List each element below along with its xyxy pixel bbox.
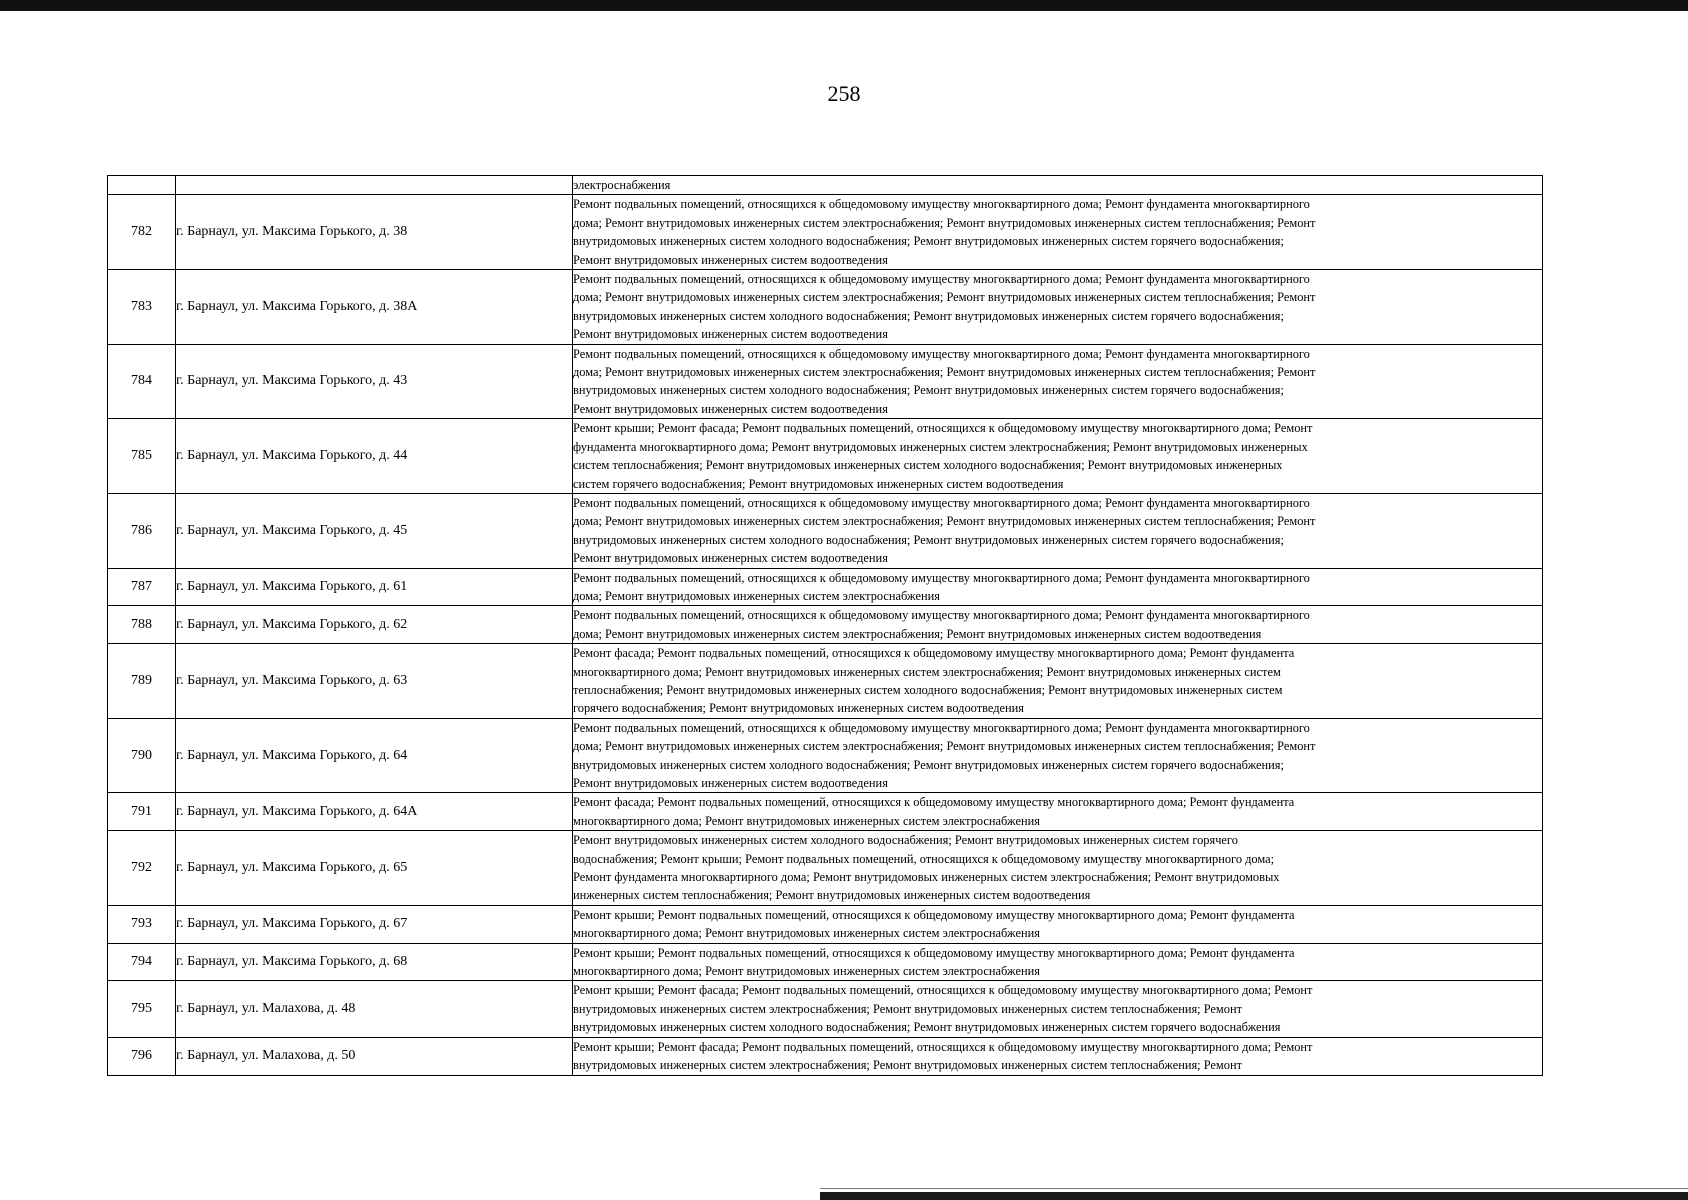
table-row	[108, 344, 1543, 419]
table-row	[108, 943, 1543, 981]
row-number: 785	[108, 419, 176, 494]
table-row	[108, 1037, 1543, 1075]
row-address: г. Барнаул, ул. Максима Горького, д. 62	[176, 606, 573, 644]
row-number: 792	[108, 831, 176, 906]
page-number: 258	[827, 81, 861, 106]
table-row	[108, 568, 1543, 606]
row-number: 786	[108, 493, 176, 568]
row-number: 783	[108, 270, 176, 345]
row-number: 787	[108, 568, 176, 606]
row-works: Ремонт подвальных помещений, относящихся к общедомовому имуществу многоквартирного дома; Ремонт фундамента многоквартирного дома; Ремонт внутридомовых инженерных систем электроснабжения; Ремонт внутридомовых инженерных систем теплоснабжения; Ремонт внутридомовых инженерных систем холодного водоснабжения; Ремонт внутридомовых инженерных систем горячего водоснабжения; Ремонт внутридомовых инженерных систем водоотведения	[573, 270, 1543, 345]
row-works: Ремонт крыши; Ремонт подвальных помещений, относящихся к общедомовому имуществу многоквартирного дома; Ремонт фундамента многоквартирного дома; Ремонт внутридомовых инженерных систем электроснабжения	[573, 943, 1543, 981]
scan-top-edge	[0, 0, 1688, 11]
row-address: г. Барнаул, ул. Максима Горького, д. 38А	[176, 270, 573, 345]
row-address	[176, 176, 573, 195]
row-works: Ремонт фасада; Ремонт подвальных помещений, относящихся к общедомовому имуществу многоквартирного дома; Ремонт фундамента многоквартирного дома; Ремонт внутридомовых инженерных систем электроснабжения; Ремонт внутридомовых инженерных систем теплоснабжения; Ремонт внутридомовых инженерных систем холодного водоснабжения; Ремонт внутридомовых инженерных систем горячего водоснабжения; Ремонт внутридомовых инженерных систем водоотведения	[573, 644, 1543, 719]
table-row	[108, 270, 1543, 345]
row-address: г. Барнаул, ул. Максима Горького, д. 65	[176, 831, 573, 906]
row-works: Ремонт крыши; Ремонт фасада; Ремонт подвальных помещений, относящихся к общедомовому имуществу многоквартирного дома; Ремонт внутридомовых инженерных систем электроснабжения; Ремонт внутридомовых инженерных систем теплоснабжения; Ремонт внутридомовых инженерных систем холодного водоснабжения; Ремонт внутридомовых инженерных систем горячего водоснабжения	[573, 981, 1543, 1037]
row-address: г. Барнаул, ул. Максима Горького, д. 38	[176, 195, 573, 270]
row-works: Ремонт подвальных помещений, относящихся к общедомовому имуществу многоквартирного дома; Ремонт фундамента многоквартирного дома; Ремонт внутридомовых инженерных систем электроснабжения	[573, 568, 1543, 606]
row-number	[108, 176, 176, 195]
row-works: Ремонт подвальных помещений, относящихся к общедомовому имуществу многоквартирного дома; Ремонт фундамента многоквартирного дома; Ремонт внутридомовых инженерных систем электроснабжения; Ремонт внутридомовых инженерных систем теплоснабжения; Ремонт внутридомовых инженерных систем холодного водоснабжения; Ремонт внутридомовых инженерных систем горячего водоснабжения; Ремонт внутридомовых инженерных систем водоотведения	[573, 718, 1543, 793]
row-works: электроснабжения	[573, 176, 1543, 195]
scan-bottom-line	[820, 1188, 1688, 1189]
table-row	[108, 176, 1543, 195]
table-row	[108, 718, 1543, 793]
row-number: 782	[108, 195, 176, 270]
row-number: 791	[108, 793, 176, 831]
row-works: Ремонт подвальных помещений, относящихся к общедомовому имуществу многоквартирного дома; Ремонт фундамента многоквартирного дома; Ремонт внутридомовых инженерных систем электроснабжения; Ремонт внутридомовых инженерных систем теплоснабжения; Ремонт внутридомовых инженерных систем холодного водоснабжения; Ремонт внутридомовых инженерных систем горячего водоснабжения; Ремонт внутридомовых инженерных систем водоотведения	[573, 493, 1543, 568]
row-works: Ремонт подвальных помещений, относящихся к общедомовому имуществу многоквартирного дома; Ремонт фундамента многоквартирного дома; Ремонт внутридомовых инженерных систем электроснабжения; Ремонт внутридомовых инженерных систем теплоснабжения; Ремонт внутридомовых инженерных систем холодного водоснабжения; Ремонт внутридомовых инженерных систем горячего водоснабжения; Ремонт внутридомовых инженерных систем водоотведения	[573, 344, 1543, 419]
records-table	[107, 175, 1543, 1076]
row-works: Ремонт фасада; Ремонт подвальных помещений, относящихся к общедомовому имуществу многоквартирного дома; Ремонт фундамента многоквартирного дома; Ремонт внутридомовых инженерных систем электроснабжения	[573, 793, 1543, 831]
row-works: Ремонт крыши; Ремонт фасада; Ремонт подвальных помещений, относящихся к общедомовому имуществу многоквартирного дома; Ремонт внутридомовых инженерных систем электроснабжения; Ремонт внутридомовых инженерных систем теплоснабжения; Ремонт	[573, 1037, 1543, 1075]
records-table-container	[107, 175, 1543, 1076]
row-address: г. Барнаул, ул. Максима Горького, д. 44	[176, 419, 573, 494]
row-works: Ремонт подвальных помещений, относящихся к общедомовому имуществу многоквартирного дома; Ремонт фундамента многоквартирного дома; Ремонт внутридомовых инженерных систем электроснабжения; Ремонт внутридомовых инженерных систем водоотведения	[573, 606, 1543, 644]
row-number: 790	[108, 718, 176, 793]
row-address: г. Барнаул, ул. Максима Горького, д. 64А	[176, 793, 573, 831]
row-number: 789	[108, 644, 176, 719]
row-address: г. Барнаул, ул. Максима Горького, д. 61	[176, 568, 573, 606]
row-address: г. Барнаул, ул. Максима Горького, д. 45	[176, 493, 573, 568]
row-address: г. Барнаул, ул. Максима Горького, д. 63	[176, 644, 573, 719]
row-works: Ремонт крыши; Ремонт подвальных помещений, относящихся к общедомовому имуществу многоквартирного дома; Ремонт фундамента многоквартирного дома; Ремонт внутридомовых инженерных систем электроснабжения	[573, 905, 1543, 943]
row-number: 796	[108, 1037, 176, 1075]
row-address: г. Барнаул, ул. Максима Горького, д. 64	[176, 718, 573, 793]
row-address: г. Барнаул, ул. Малахова, д. 50	[176, 1037, 573, 1075]
row-address: г. Барнаул, ул. Максима Горького, д. 67	[176, 905, 573, 943]
table-row	[108, 831, 1543, 906]
table-row	[108, 606, 1543, 644]
table-row	[108, 644, 1543, 719]
row-address: г. Барнаул, ул. Максима Горького, д. 43	[176, 344, 573, 419]
table-row	[108, 905, 1543, 943]
records-table-body	[108, 176, 1543, 1076]
row-number: 784	[108, 344, 176, 419]
row-number: 793	[108, 905, 176, 943]
table-row	[108, 419, 1543, 494]
table-row	[108, 981, 1543, 1037]
row-works: Ремонт крыши; Ремонт фасада; Ремонт подвальных помещений, относящихся к общедомовому имуществу многоквартирного дома; Ремонт фундамента многоквартирного дома; Ремонт внутридомовых инженерных систем электроснабжения; Ремонт внутридомовых инженерных систем теплоснабжения; Ремонт внутридомовых инженерных систем холодного водоснабжения; Ремонт внутридомовых инженерных систем горячего водоснабжения; Ремонт внутридомовых инженерных систем водоотведения	[573, 419, 1543, 494]
row-works: Ремонт подвальных помещений, относящихся к общедомовому имуществу многоквартирного дома; Ремонт фундамента многоквартирного дома; Ремонт внутридомовых инженерных систем электроснабжения; Ремонт внутридомовых инженерных систем теплоснабжения; Ремонт внутридомовых инженерных систем холодного водоснабжения; Ремонт внутридомовых инженерных систем горячего водоснабжения; Ремонт внутридомовых инженерных систем водоотведения	[573, 195, 1543, 270]
row-address: г. Барнаул, ул. Максима Горького, д. 68	[176, 943, 573, 981]
row-number: 788	[108, 606, 176, 644]
row-number: 795	[108, 981, 176, 1037]
scan-bottom-edge	[820, 1192, 1688, 1200]
row-number: 794	[108, 943, 176, 981]
table-row	[108, 493, 1543, 568]
table-row	[108, 195, 1543, 270]
row-address: г. Барнаул, ул. Малахова, д. 48	[176, 981, 573, 1037]
row-works: Ремонт внутридомовых инженерных систем холодного водоснабжения; Ремонт внутридомовых инженерных систем горячего водоснабжения; Ремонт крыши; Ремонт подвальных помещений, относящихся к общедомовому имуществу многоквартирного дома; Ремонт фундамента многоквартирного дома; Ремонт внутридомовых инженерных систем электроснабжения; Ремонт внутридомовых инженерных систем теплоснабжения; Ремонт внутридомовых инженерных систем водоотведения	[573, 831, 1543, 906]
table-row	[108, 793, 1543, 831]
